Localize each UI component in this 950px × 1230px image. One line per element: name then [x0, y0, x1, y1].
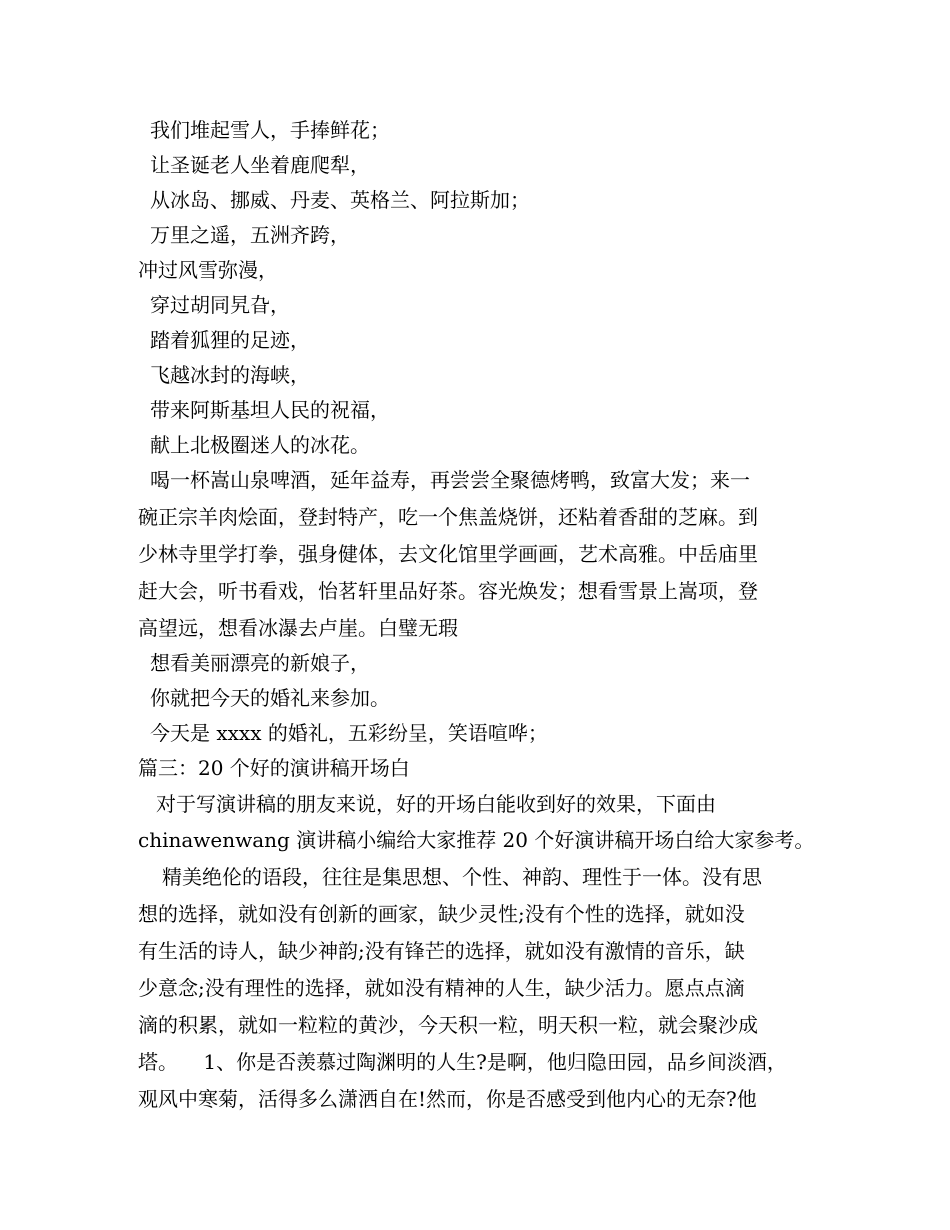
text-line: 我们堆起雪人，手捧鲜花；: [150, 118, 390, 142]
text-line: 带来阿斯基坦人民的祝福，: [150, 398, 390, 422]
text-line: 有生活的诗人，缺少神韵;没有锋芒的选择，就如没有激情的音乐，缺: [138, 939, 745, 963]
text-line: 想看美丽漂亮的新娘子，: [150, 651, 370, 675]
text-line: 赶大会，听书看戏，怡茗轩里品好茶。容光焕发；想看雪景上嵩项，登: [138, 579, 758, 603]
text-line: 飞越冰封的海峡，: [150, 363, 310, 387]
section-heading: 篇三：20 个好的演讲稿开场白: [138, 756, 410, 780]
text-line: 滴的积累，就如一粒粒的黄沙，今天积一粒，明天积一粒，就会聚沙成: [138, 1013, 758, 1037]
text-line: 万里之遥，五洲齐跨，: [150, 223, 350, 247]
text-line: 献上北极圈迷人的冰花。: [150, 433, 370, 457]
text-line: 今天是 xxxx 的婚礼，五彩纷呈，笑语喧哗；: [150, 721, 548, 745]
text-line: 从冰岛、挪威、丹麦、英格兰、阿拉斯加；: [150, 188, 530, 212]
text-line: 观风中寒菊，活得多么潇洒自在!然而，你是否感受到他内心的无奈?他: [138, 1087, 757, 1111]
text-line: 精美绝伦的语段，往往是集思想、个性、神韵、理性于一体。没有思: [162, 865, 762, 889]
text-line: chinawenwang 演讲稿小编给大家推荐 20 个好演讲稿开场白给大家参考。: [138, 828, 815, 852]
text-line: 碗正宗羊肉烩面，登封特产，吃一个焦盖烧饼，还粘着香甜的芝麻。到: [138, 505, 758, 529]
text-line: 少意念;没有理性的选择，就如没有精神的人生，缺少活力。愿点点滴: [138, 976, 745, 1000]
text-line: 想的选择，就如没有创新的画家，缺少灵性;没有个性的选择，就如没: [138, 902, 745, 926]
text-line: 踏着狐狸的足迹，: [150, 328, 310, 352]
text-line: 你就把今天的婚礼来参加。: [150, 686, 390, 710]
text-line: 冲过风雪弥漫，: [138, 258, 278, 282]
text-line: 塔。 1、你是否羡慕过陶渊明的人生?是啊，他归隐田园，品乡间淡酒，: [138, 1050, 787, 1074]
text-line: 喝一杯嵩山泉啤酒，延年益寿，再尝尝全聚德烤鸭，致富大发；来一: [150, 468, 750, 492]
text-line: 穿过胡同旯旮，: [150, 293, 290, 317]
text-line: 让圣诞老人坐着鹿爬犁，: [150, 153, 370, 177]
text-line: 对于写演讲稿的朋友来说，好的开场白能收到好的效果，下面由: [156, 792, 716, 816]
text-line: 高望远，想看冰瀑去卢崖。白璧无瑕: [138, 616, 458, 640]
text-line: 少林寺里学打拳，强身健体，去文化馆里学画画，艺术高雅。中岳庙里: [138, 542, 758, 566]
